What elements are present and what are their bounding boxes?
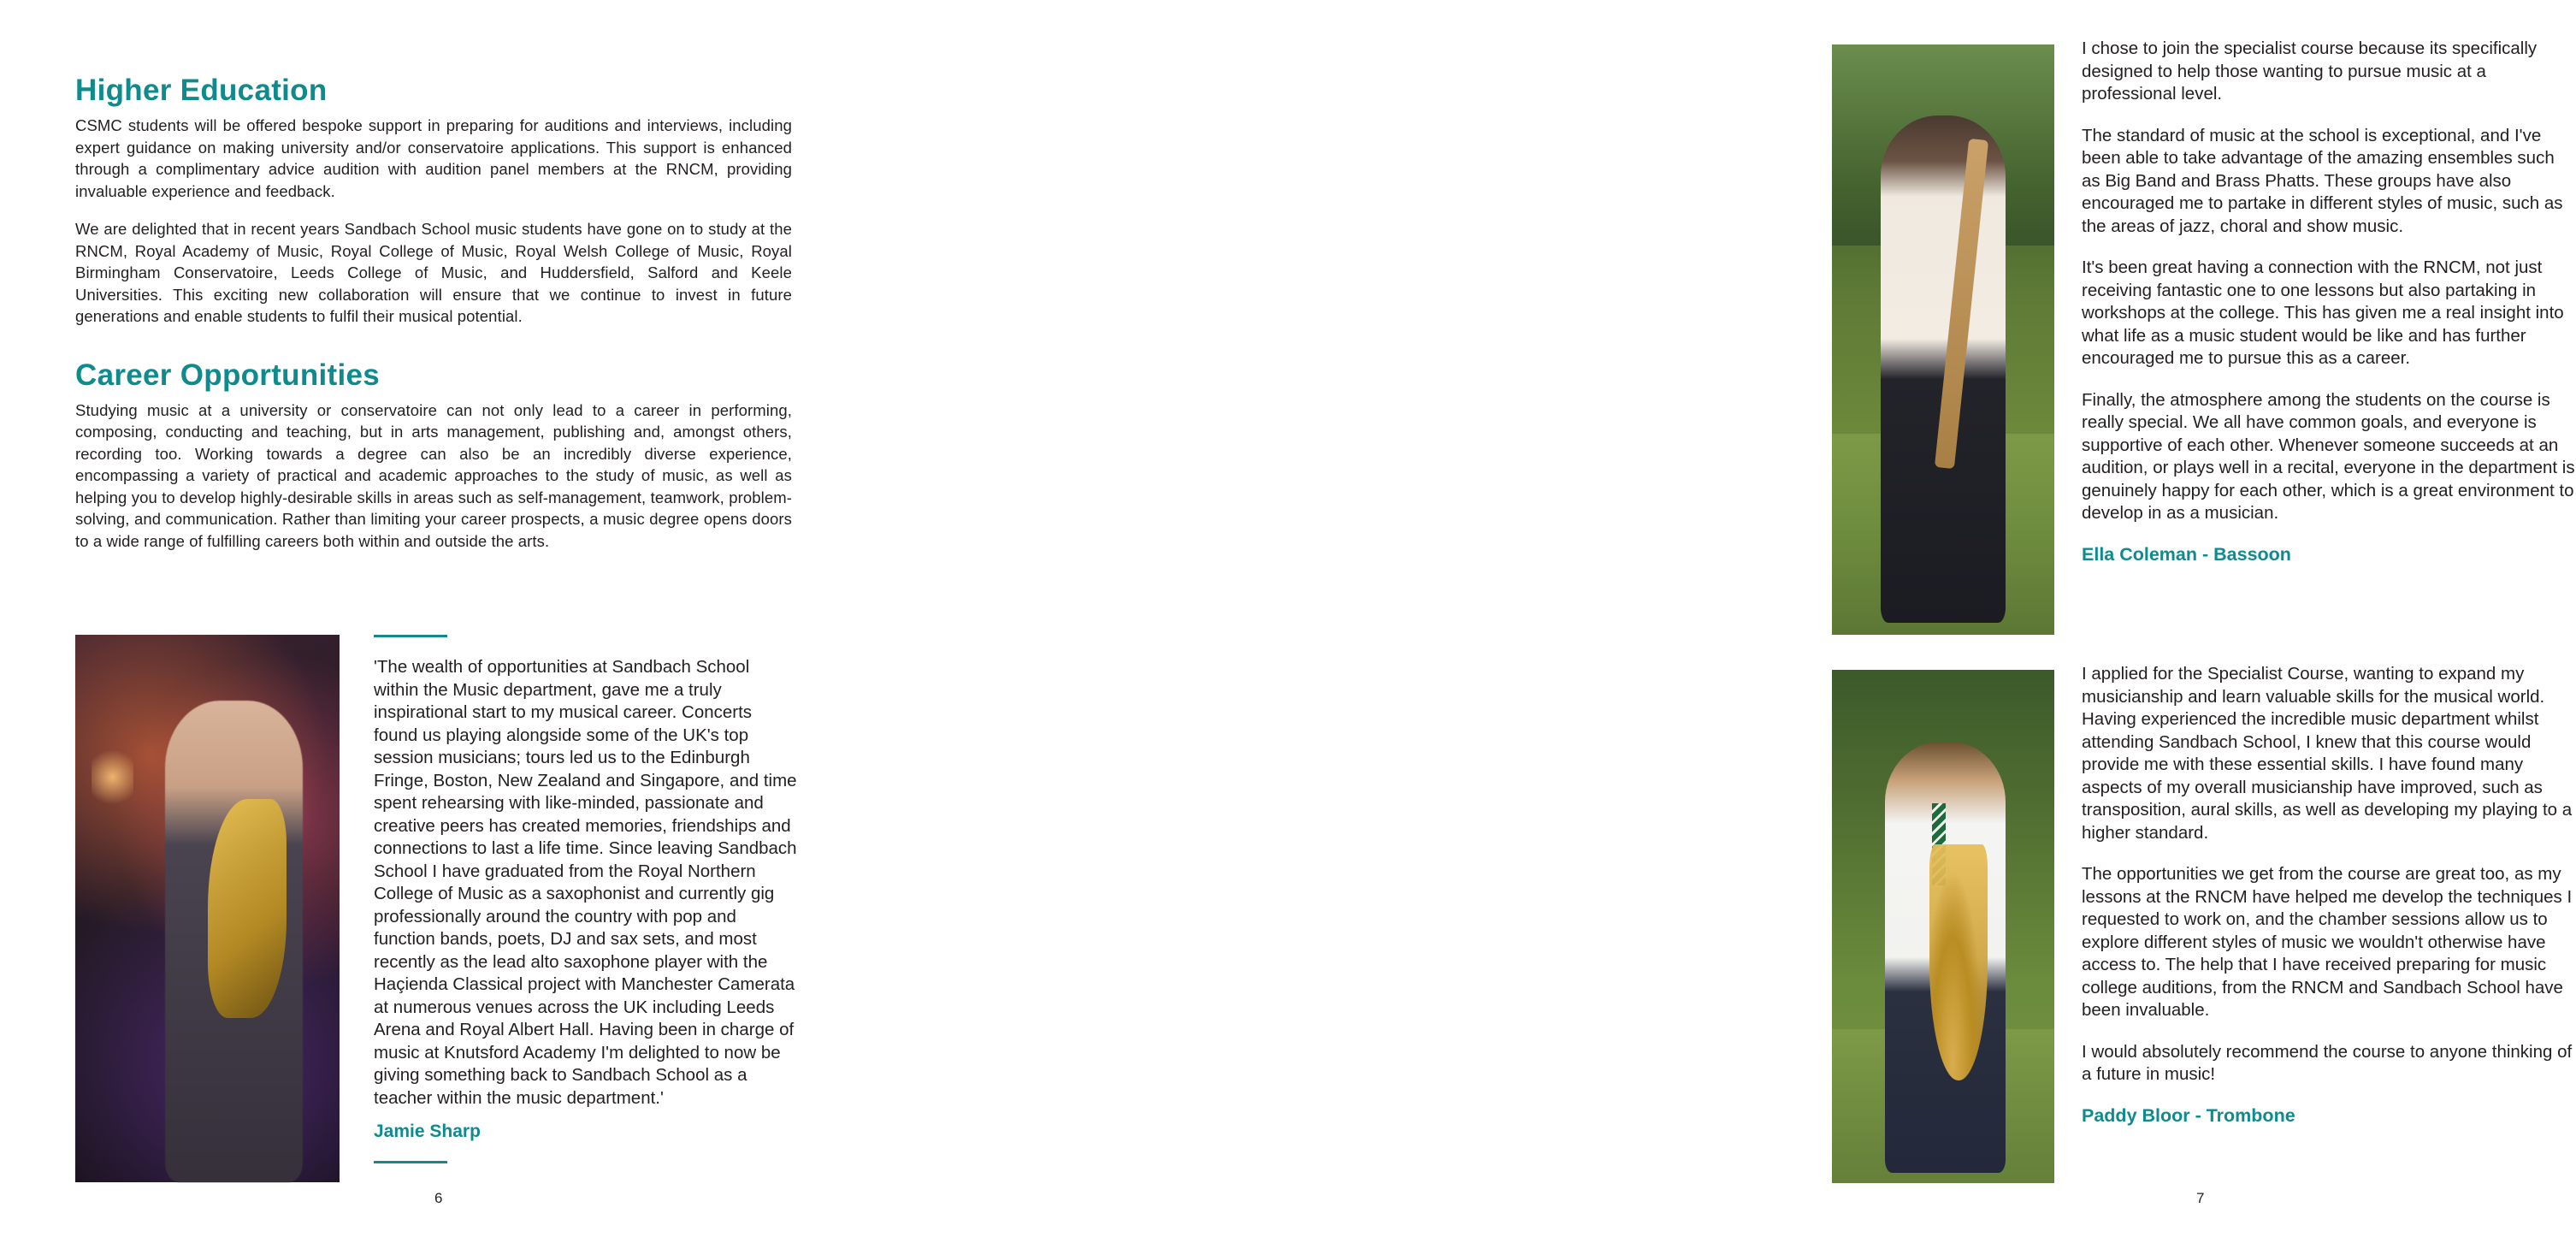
- saxophonist-photo: [75, 635, 340, 1182]
- quote-top-rule: [374, 635, 447, 637]
- saxophone-icon: [208, 799, 287, 1018]
- testimonial-body: [2082, 663, 2576, 1086]
- quote-bottom-rule: [374, 1161, 447, 1163]
- paragraph: CSMC students will be offered bespoke support in preparing for auditions and interviews, including expert guidance on making university and/or conservatoire applications. This support is enhanced through a complimentary advice audition with audition panel members at the RNCM, providing invaluable experience and feedback.: [75, 116, 792, 200]
- paragraph: I chose to join the specialist course because its specifically designed to help those wanting to pursue music at a professional level.: [2082, 38, 2538, 104]
- trombone-student-photo: [1832, 670, 2054, 1183]
- left-page-text-column: [75, 74, 792, 552]
- paragraph: I applied for the Specialist Course, wanting to expand my musicianship and learn valuable skills for the musical world. Having experienced the incredible music department whilst attending Sandbach School, I knew that this course would provide me with these essential skills. I have found many aspects of my overall musicianship have improved, such as transposition, aural skills, as well as developing my playing to a higher standard.: [2082, 664, 2573, 843]
- stage-light-glow: [92, 744, 133, 810]
- page-number-left: 6: [434, 1190, 443, 1206]
- right-page: [876, 0, 2575, 1243]
- trombone-instrument-icon: [1929, 844, 1988, 1080]
- bassoon-student-figure: [1881, 115, 2006, 623]
- paragraph: The opportunities we get from the course are great too, as my lessons at the RNCM have helped me develop the techniques I requested to work on, and the chamber sessions allow us to explore different styles of music we wouldn't otherwise have access to. The help that I have received preparing for music college auditions, from the RNCM and Sandbach School have been invaluable.: [2082, 864, 2573, 1020]
- career-opportunities-heading: Career Opportunities: [75, 358, 381, 392]
- testimonial-attribution: Ella Coleman - Bassoon: [2082, 543, 2291, 565]
- paragraph: It's been great having a connection with the RNCM, not just receiving fantastic one to one lessons but also partaking in workshops at the college. This has given me a real insight into what life as a music student would be like and has further encouraged me to pursue this as a career.: [2082, 257, 2564, 368]
- jamie-sharp-quote-block: [374, 635, 799, 1163]
- page-number-right: 7: [2196, 1190, 2205, 1206]
- quote-text: [374, 656, 799, 1110]
- testimonial-body: [2082, 38, 2576, 525]
- higher-education-body: [75, 115, 792, 328]
- higher-education-section: [75, 74, 792, 328]
- testimonial-attribution: Paddy Bloor - Trombone: [2082, 1104, 2295, 1126]
- quote-attribution: Jamie Sharp: [374, 1122, 481, 1141]
- paragraph: We are delighted that in recent years Sandbach School music students have gone on to study at the RNCM, Royal Academy of Music, Royal College of Music, Royal Welsh College of Music, Royal Birmingham Conservatoire, Leeds College of Music, and Huddersfield, Salford and Keele Universities. This exciting new collaboration will ensure that we continue to invest in future generations and enable students to fulfil their musical potential.: [75, 220, 792, 325]
- quote-paragraph: 'The wealth of opportunities at Sandbach School within the Music department, gave me a truly inspirational start to my musical career. Concerts found us playing alongside some of the UK's top session musicians; tours led us to the Edinburgh Fringe, Boston, New Zealand and Singapore, and time spent rehearsing with like-minded, passionate and creative peers has created memories, friendships and connections to last a life time. Since leaving Sandbach School I have graduated from the Royal Northern College of Music as a saxophonist and currently gig professionally around the country with pop and function bands, poets, DJ and sax sets, and most recently as the lead alto saxophone player with the Haçienda Classical project with Manchester Camerata at numerous venues across the UK including Leeds Arena and Royal Albert Hall. Having been in charge of music at Knutsford Academy I'm delighted to now be giving something back to Sandbach School as a teacher within the music department.': [374, 657, 797, 1108]
- paragraph: I would absolutely recommend the course to anyone thinking of a future in music!: [2082, 1041, 2573, 1084]
- paragraph: Studying music at a university or conservatoire can not only lead to a career in performing, composing, conducting and teaching, but in arts management, publishing and, amongst others, recording too. Working towards a degree can also be an incredibly diverse experience, encompassing a variety of practical and academic approaches to the study of music, as well as helping you to develop highly-desirable skills in areas such as self-management, teamwork, problem-solving, and communication. Rather than limiting your career prospects, a music degree opens doors to a wide range of fulfilling careers both within and outside the arts.: [75, 400, 792, 550]
- bassoon-student-photo: [1832, 44, 2054, 635]
- left-page: [0, 0, 876, 1243]
- paragraph: Finally, the atmosphere among the students on the course is really special. We all have common goals, and everyone is supportive of each other. Whenever someone succeeds at an audition, or plays well in a recital, everyone in the department is genuinely happy for each other, which is a great environment to develop in as a musician.: [2082, 389, 2575, 523]
- career-opportunities-body: [75, 400, 792, 553]
- career-opportunities-section: [75, 358, 792, 553]
- higher-education-heading: Higher Education: [75, 74, 328, 107]
- paddy-bloor-testimonial: [2082, 663, 2576, 1127]
- ella-coleman-testimonial: [2082, 38, 2576, 565]
- paragraph: The standard of music at the school is exceptional, and I've been able to take advantage of the amazing ensembles such as Big Band and Brass Phatts. These groups have also encouraged me to partake in different styles of music, such as the areas of jazz, choral and show music.: [2082, 125, 2563, 236]
